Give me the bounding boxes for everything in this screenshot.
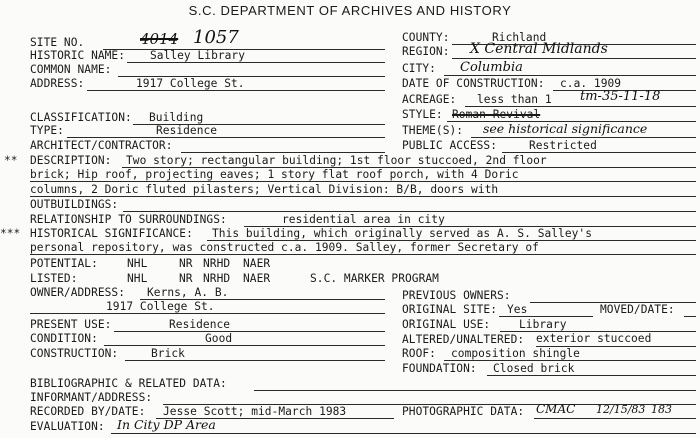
original-site-value: Yes [507,303,528,316]
architect-label: ARCHITECT/CONTRACTOR: [30,139,173,152]
site-no-struck: 4014 [140,30,179,48]
original-use-value: Library [519,318,567,331]
form-header: S.C. DEPARTMENT OF ARCHIVES AND HISTORY [188,3,512,18]
photographic-data-label: PHOTOGRAPHIC DATA: [402,405,525,418]
description-underline-3 [30,196,696,197]
foundation-label: FOUNDATION: [402,362,477,375]
acreage-handwritten: tm-35-11-18 [580,89,661,104]
theme-line [471,137,696,138]
evaluation-label: EVALUATION: [30,420,105,433]
potential-nrhd: NRHD [203,257,231,270]
description-label: DESCRIPTION: [30,154,112,167]
city-label: CITY: [402,62,436,75]
style-label: STYLE: [402,108,443,121]
significance-label: HISTORICAL SIGNIFICANCE: [30,227,193,240]
outbuildings-line [123,211,696,212]
present-use-value: Residence [169,318,231,331]
description-line-3: columns, 2 Doric fluted pilasters; Vertical Division: B/B, doors with [30,183,499,196]
common-name-label: COMMON NAME: [30,63,112,76]
listed-sc-marker: S.C. MARKER PROGRAM [310,272,439,285]
classification-label: CLASSIFICATION: [30,111,132,124]
city-handwritten: Columbia [460,60,523,75]
foundation-line [487,375,696,376]
type-label: TYPE: [30,124,64,137]
condition-line [104,345,385,346]
photographic-data-hw-1: CMAC [536,402,576,416]
listed-nr: NR [179,272,193,285]
owner-line-1: Kerns, A. B. [147,286,229,299]
present-use-line [114,331,385,332]
roof-line [444,360,696,361]
moved-date-line [684,316,696,317]
region-line [452,58,696,59]
potential-nr: NR [179,257,193,270]
recorded-by-label: RECORDED BY/DATE: [30,405,146,418]
county-value: Richland [492,31,547,44]
acreage-label: ACREAGE: [402,93,457,106]
classification-value: Building [149,111,204,124]
historic-name-line [127,62,385,63]
public-access-value: Restricted [529,139,597,152]
previous-owners-label: PREVIOUS OWNERS: [402,289,511,302]
county-label: COUNTY: [402,31,450,44]
owner-underline-2 [30,313,385,314]
photographic-data-line [534,418,696,419]
potential-nhl: NHL [127,257,148,270]
region-label: REGION: [402,45,450,58]
significance-line-1: This building, which originally served as A. S. Salley's [212,227,592,240]
style-value: Roman Revival [452,108,541,121]
description-stars: ** [4,154,18,167]
theme-label: THEME(S): [402,124,464,137]
listed-nrhd: NRHD [203,272,231,285]
site-no-label: SITE NO. [30,36,85,49]
recorded-by-value: Jesse Scott; mid-March 1983 [163,405,347,418]
date-of-construction-value: c.a. 1909 [560,77,622,90]
present-use-label: PRESENT USE: [30,318,112,331]
listed-nhl: NHL [127,272,148,285]
description-line-1: Two story; rectangular building; 1st floor stuccoed, 2nd floor [126,154,547,167]
description-line-2: brick; Hip roof, projecting eaves; 1 story flat roof porch, with 4 Doric [30,168,519,181]
original-site-label: ORIGINAL SITE: [402,303,497,316]
theme-handwritten: see historical significance [483,121,648,136]
city-line [444,75,696,76]
public-access-line [502,152,696,153]
architect-line [181,152,385,153]
address-label: ADDRESS: [30,77,85,90]
relationship-label: RELATIONSHIP TO SURROUNDINGS: [30,213,227,226]
acreage-line [465,106,696,107]
condition-label: CONDITION: [30,332,98,345]
address-line [87,90,385,91]
outbuildings-label: OUTBUILDINGS: [30,198,119,211]
significance-line-2: personal repository, was constructed c.a. 1909. Salley, former Secretary of [30,241,539,254]
evaluation-handwritten: In City DP Area [117,417,216,432]
potential-label: POTENTIAL: [30,257,98,270]
evaluation-line [111,433,696,434]
listed-label: LISTED: [30,272,78,285]
owner-label: OWNER/ADDRESS: [30,286,125,299]
altered-value: exterior stuccoed [536,332,652,345]
original-use-label: ORIGINAL USE: [402,318,491,331]
type-line [67,137,385,138]
original-site-line [499,316,593,317]
type-value: Residence [156,124,218,137]
construction-label: CONSTRUCTION: [30,347,119,360]
public-access-label: PUBLIC ACCESS: [402,139,497,152]
region-handwritten: X Central Midlands [470,41,608,57]
photographic-data-hw-2: 12/15/83 [596,403,646,416]
description-underline-2 [30,181,696,182]
moved-date-label: MOVED/DATE: [600,303,675,316]
owner-line-2: 1917 College St. [106,300,215,313]
foundation-value: Closed brick [493,362,575,375]
historic-name-label: HISTORIC NAME: [30,49,125,62]
potential-naer: NAER [243,257,271,270]
site-no-handwritten: 1057 [193,27,239,48]
listed-naer: NAER [243,272,271,285]
significance-stars: *** [0,227,21,240]
acreage-value: less than 1 [477,93,552,106]
bibliographic-line [254,390,696,391]
altered-label: ALTERED/UNALTERED: [402,333,525,346]
historic-name-value: Salley Library [150,49,245,62]
condition-value: Good [205,332,233,345]
construction-line [125,360,385,361]
bibliographic-label: BIBLIOGRAPHIC & RELATED DATA: [30,377,227,390]
significance-underline-2 [30,254,696,255]
roof-value: composition shingle [451,347,580,360]
date-of-construction-label: DATE OF CONSTRUCTION: [402,77,545,90]
roof-label: ROOF: [402,347,436,360]
photographic-data-hw-3: 183 [651,403,672,416]
address-value: 1917 College St. [136,77,245,90]
informant-label: INFORMANT/ADDRESS: [30,391,153,404]
construction-value: Brick [151,347,185,360]
relationship-value: residential area in city [282,213,445,226]
